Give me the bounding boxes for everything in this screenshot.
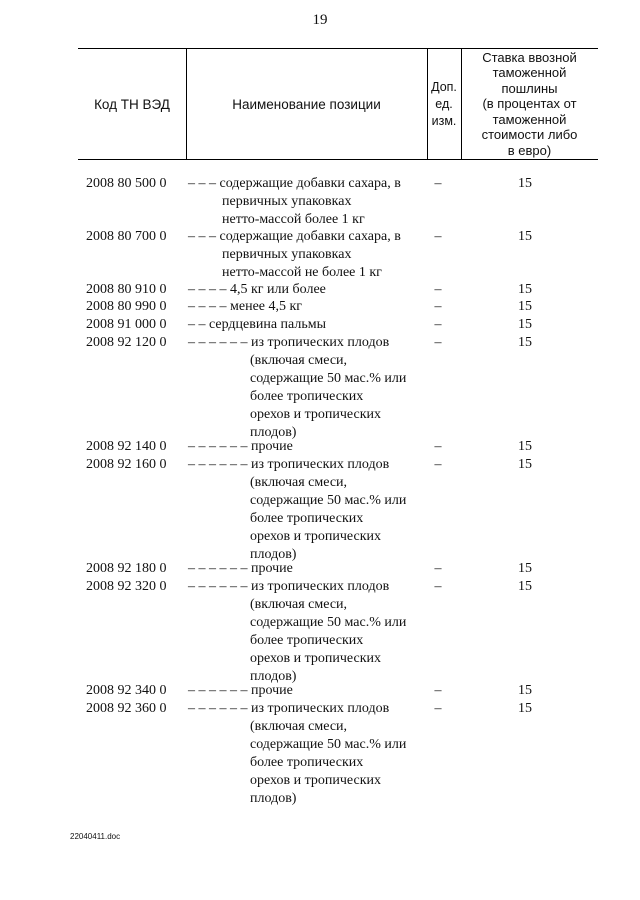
row-desc-line: – – – – – – прочие [188, 439, 293, 454]
row-desc-line: – – – – – – из тропических плодов [188, 579, 390, 594]
row-desc-line: (включая смеси, [250, 475, 348, 490]
header-rate-line: в евро) [507, 142, 552, 158]
row-code: 2008 80 910 0 [86, 282, 167, 297]
row-rate: 15 [518, 561, 532, 576]
row-unit: – [434, 229, 442, 244]
row-unit: – [434, 176, 442, 191]
row-desc-line: первичных упаковках [222, 247, 352, 262]
row-code: 2008 92 160 0 [86, 457, 167, 472]
header-unit-line: изм. [431, 113, 457, 128]
row-desc-line: – – – – – – из тропических плодов [188, 457, 390, 472]
page-number: 19 [312, 12, 328, 28]
row-desc-line: более тропических [250, 511, 364, 526]
row-desc-line: более тропических [250, 755, 364, 770]
row-unit: – [434, 683, 442, 698]
row-desc-line: (включая смеси, [250, 719, 348, 734]
row-desc-line: плодов) [250, 425, 297, 440]
row-desc-line: более тропических [250, 633, 364, 648]
header-rate-line: таможенной [492, 111, 567, 127]
row-desc-line: – – – – – – из тропических плодов [188, 701, 390, 716]
row-rate: 15 [518, 335, 532, 350]
row-rate: 15 [518, 317, 532, 332]
row-code: 2008 92 320 0 [86, 579, 167, 594]
row-desc-line: – – – содержащие добавки сахара, в [188, 229, 401, 244]
row-desc-line: – – – – – – прочие [188, 561, 293, 576]
header-code: Код ТН ВЭД [94, 96, 170, 112]
row-desc-line: плодов) [250, 669, 297, 684]
row-unit: – [434, 579, 442, 594]
row-code: 2008 92 360 0 [86, 701, 167, 716]
table-header [78, 48, 598, 160]
row-rate: 15 [518, 439, 532, 454]
row-desc-line: нетто-массой более 1 кг [222, 212, 365, 227]
row-unit: – [434, 335, 442, 350]
row-desc-line: нетто-массой не более 1 кг [222, 265, 382, 280]
row-rate: 15 [518, 299, 532, 314]
row-desc-line: – – – – – – из тропических плодов [188, 335, 390, 350]
row-desc-line: содержащие 50 мас.% или [250, 615, 407, 630]
file-name-footer: 22040411.doc [70, 832, 121, 841]
row-code: 2008 80 500 0 [86, 176, 167, 191]
row-desc-line: – – – – 4,5 кг или более [188, 282, 326, 297]
row-unit: – [434, 701, 442, 716]
row-code: 2008 91 000 0 [86, 317, 167, 332]
row-code: 2008 92 180 0 [86, 561, 167, 576]
row-code: 2008 92 140 0 [86, 439, 167, 454]
row-unit: – [434, 282, 442, 297]
row-unit: – [434, 299, 442, 314]
row-rate: 15 [518, 229, 532, 244]
header-unit-line: ед. [435, 96, 453, 111]
row-desc-line: содержащие 50 мас.% или [250, 371, 407, 386]
row-desc-line: (включая смеси, [250, 597, 348, 612]
header-rate-line: Ставка ввозной [482, 49, 577, 65]
row-rate: 15 [518, 282, 532, 297]
header-rate-line: таможенной [492, 65, 567, 81]
row-desc-line: орехов и тропических [250, 407, 381, 422]
row-rate: 15 [518, 683, 532, 698]
row-unit: – [434, 439, 442, 454]
row-unit: – [434, 457, 442, 472]
row-desc-line: плодов) [250, 791, 297, 806]
row-desc-line: содержащие 50 мас.% или [250, 493, 407, 508]
row-rate: 15 [518, 579, 532, 594]
header-rate-line: пошлины [501, 80, 558, 96]
header-rate [461, 49, 598, 159]
row-rate: 15 [518, 457, 532, 472]
row-desc-line: – – – – менее 4,5 кг [188, 299, 303, 314]
row-unit: – [434, 561, 442, 576]
row-desc-line: более тропических [250, 389, 364, 404]
row-desc-line: орехов и тропических [250, 773, 381, 788]
row-code: 2008 80 700 0 [86, 229, 167, 244]
row-rate: 15 [518, 701, 532, 716]
row-code: 2008 92 120 0 [86, 335, 167, 350]
row-rate: 15 [518, 176, 532, 191]
row-desc-line: – – – содержащие добавки сахара, в [188, 176, 401, 191]
header-unit [427, 49, 461, 159]
header-rate-line: (в процентах от [482, 96, 577, 112]
row-desc-line: – – сердцевина пальмы [188, 317, 327, 332]
row-desc-line: содержащие 50 мас.% или [250, 737, 407, 752]
row-desc-line: плодов) [250, 547, 297, 562]
row-code: 2008 92 340 0 [86, 683, 167, 698]
row-unit: – [434, 317, 442, 332]
header-unit-line: Доп. [431, 79, 457, 94]
row-desc-line: (включая смеси, [250, 353, 348, 368]
header-rate-line: стоимости либо [481, 127, 578, 143]
row-desc-line: – – – – – – прочие [188, 683, 293, 698]
row-code: 2008 80 990 0 [86, 299, 167, 314]
header-name: Наименование позиции [232, 96, 381, 112]
row-desc-line: первичных упаковках [222, 194, 352, 209]
row-desc-line: орехов и тропических [250, 529, 381, 544]
row-desc-line: орехов и тропических [250, 651, 381, 666]
